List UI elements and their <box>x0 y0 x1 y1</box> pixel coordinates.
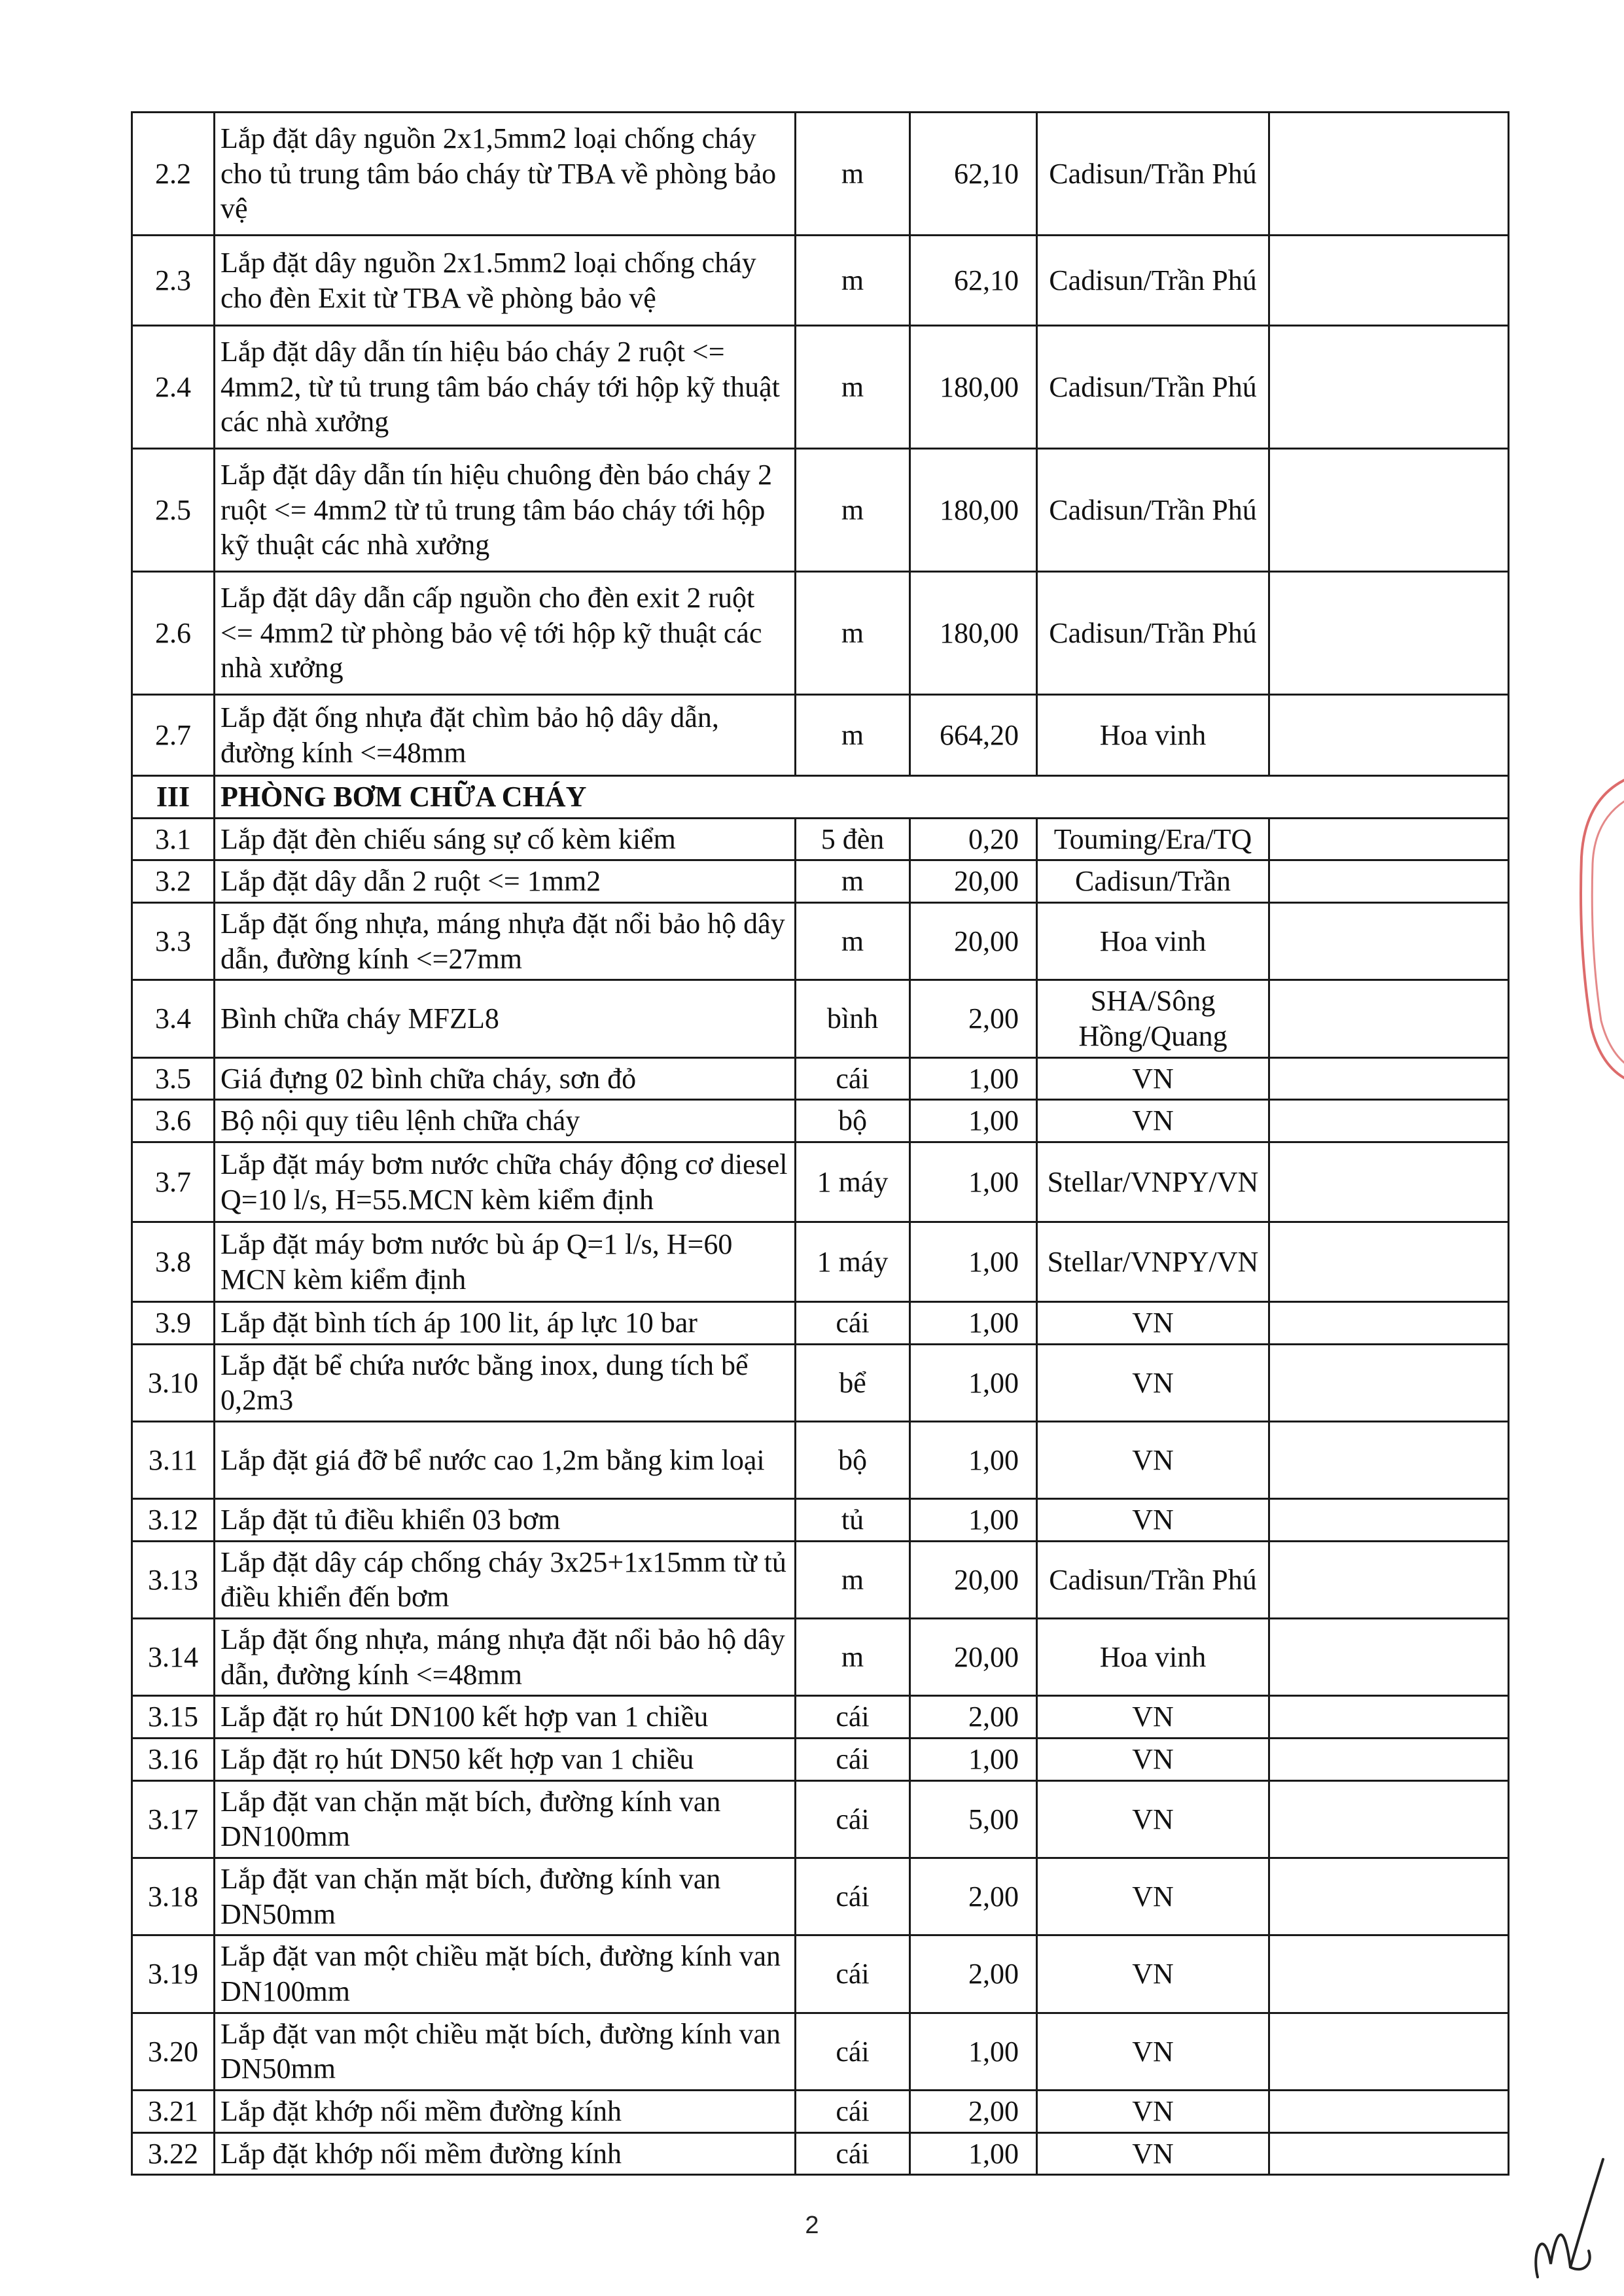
item-unit: m <box>796 572 910 695</box>
table-row <box>132 1057 1509 1100</box>
item-note <box>1269 1302 1509 1345</box>
table-row <box>132 860 1509 903</box>
item-number: 3.21 <box>132 2091 215 2133</box>
item-description: Bình chữa cháy MFZL8 <box>215 980 796 1057</box>
item-note <box>1269 1858 1509 1935</box>
item-number: 3.15 <box>132 1696 215 1739</box>
item-number: 3.4 <box>132 980 215 1057</box>
item-description: Lắp đặt giá đỡ bể nước cao 1,2m bằng kim loại <box>215 1422 796 1499</box>
item-number: 3.1 <box>132 818 215 860</box>
item-note <box>1269 2132 1509 2175</box>
item-origin: VN <box>1037 1696 1269 1739</box>
table-row <box>132 2132 1509 2175</box>
item-note <box>1269 1499 1509 1542</box>
item-description: Lắp đặt đèn chiếu sáng sự cố kèm kiểm <box>215 818 796 860</box>
item-number: 3.22 <box>132 2132 215 2175</box>
item-origin: VN <box>1037 1422 1269 1499</box>
item-quantity: 2,00 <box>910 1696 1037 1739</box>
item-number: 3.17 <box>132 1780 215 1858</box>
item-origin: VN <box>1037 2091 1269 2133</box>
table-row <box>132 1100 1509 1142</box>
item-quantity: 1,00 <box>910 1302 1037 1345</box>
item-quantity: 1,00 <box>910 1499 1037 1542</box>
item-note <box>1269 1619 1509 1696</box>
item-note <box>1269 1142 1509 1222</box>
item-number: 3.19 <box>132 1935 215 2013</box>
item-description: Lắp đặt dây dẫn 2 ruột <= 1mm2 <box>215 860 796 903</box>
table-row <box>132 1858 1509 1935</box>
table-row <box>132 2091 1509 2133</box>
item-note <box>1269 1739 1509 1781</box>
item-unit: m <box>796 695 910 776</box>
item-note <box>1269 1100 1509 1142</box>
item-description: Lắp đặt dây nguồn 2x1.5mm2 loại chống cháy cho đèn Exit từ TBA về phòng bảo vệ <box>215 236 796 326</box>
item-description: Lắp đặt rọ hút DN50 kết hợp van 1 chiều <box>215 1739 796 1781</box>
item-number: 3.2 <box>132 860 215 903</box>
item-description: Lắp đặt dây nguồn 2x1,5mm2 loại chống cháy cho tủ trung tâm báo cháy từ TBA về phòng bảo vệ <box>215 113 796 236</box>
item-quantity: 1,00 <box>910 1142 1037 1222</box>
table-row <box>132 236 1509 326</box>
item-note <box>1269 1696 1509 1739</box>
item-quantity: 664,20 <box>910 695 1037 776</box>
item-unit: cái <box>796 1057 910 1100</box>
item-number: 2.5 <box>132 449 215 572</box>
item-number: 2.2 <box>132 113 215 236</box>
item-unit: cái <box>796 2013 910 2090</box>
table-row <box>132 2013 1509 2090</box>
item-note <box>1269 2013 1509 2090</box>
item-note <box>1269 860 1509 903</box>
item-unit: cái <box>796 1302 910 1345</box>
item-note <box>1269 1541 1509 1618</box>
item-number: 2.7 <box>132 695 215 776</box>
item-quantity: 2,00 <box>910 1858 1037 1935</box>
table-row <box>132 1541 1509 1618</box>
item-origin: Stellar/VNPY/VN <box>1037 1222 1269 1302</box>
item-origin: VN <box>1037 1100 1269 1142</box>
item-quantity: 2,00 <box>910 980 1037 1057</box>
item-origin: VN <box>1037 1780 1269 1858</box>
item-description: Lắp đặt rọ hút DN100 kết hợp van 1 chiều <box>215 1696 796 1739</box>
item-unit: cái <box>796 2091 910 2133</box>
item-unit: cái <box>796 2132 910 2175</box>
item-description: Lắp đặt dây dẫn cấp nguồn cho đèn exit 2 ruột <= 4mm2 từ phòng bảo vệ tới hộp kỹ thuật các nhà xưởng <box>215 572 796 695</box>
item-quantity: 2,00 <box>910 2091 1037 2133</box>
item-unit: m <box>796 326 910 449</box>
item-quantity: 1,00 <box>910 1422 1037 1499</box>
item-quantity: 20,00 <box>910 1619 1037 1696</box>
item-origin: Hoa vinh <box>1037 1619 1269 1696</box>
item-number: 3.13 <box>132 1541 215 1618</box>
item-unit: cái <box>796 1780 910 1858</box>
item-unit: 1 máy <box>796 1222 910 1302</box>
table-row <box>132 1344 1509 1421</box>
item-quantity: 20,00 <box>910 860 1037 903</box>
item-origin: VN <box>1037 1302 1269 1345</box>
item-quantity: 1,00 <box>910 1057 1037 1100</box>
item-origin: VN <box>1037 2132 1269 2175</box>
section-title: PHÒNG BƠM CHỮA CHÁY <box>215 776 1509 819</box>
item-number: 3.9 <box>132 1302 215 1345</box>
item-unit: m <box>796 860 910 903</box>
item-quantity: 5,00 <box>910 1780 1037 1858</box>
item-number: 3.20 <box>132 2013 215 2090</box>
item-origin: Cadisun/Trần Phú <box>1037 572 1269 695</box>
item-note <box>1269 572 1509 695</box>
item-origin: Hoa vinh <box>1037 903 1269 980</box>
item-description: Lắp đặt ống nhựa đặt chìm bảo hộ dây dẫn, đường kính <=48mm <box>215 695 796 776</box>
item-unit: cái <box>796 1935 910 2013</box>
table-row <box>132 572 1509 695</box>
item-number: 3.5 <box>132 1057 215 1100</box>
item-unit: m <box>796 1619 910 1696</box>
table-row <box>132 1696 1509 1739</box>
item-number: 3.11 <box>132 1422 215 1499</box>
item-unit: bình <box>796 980 910 1057</box>
item-description: Lắp đặt van chặn mặt bích, đường kính van DN100mm <box>215 1780 796 1858</box>
item-origin: VN <box>1037 2013 1269 2090</box>
item-description: Lắp đặt van một chiều mặt bích, đường kính van DN100mm <box>215 1935 796 2013</box>
item-origin: Cadisun/Trần Phú <box>1037 113 1269 236</box>
item-origin: Cadisun/Trần <box>1037 860 1269 903</box>
item-description: Lắp đặt bể chứa nước bằng inox, dung tích bể 0,2m3 <box>215 1344 796 1421</box>
bill-of-quantities-table <box>131 111 1509 2176</box>
item-origin: VN <box>1037 1344 1269 1421</box>
item-unit: 1 máy <box>796 1142 910 1222</box>
table-row <box>132 1499 1509 1542</box>
item-description: Giá đựng 02 bình chữa cháy, sơn đỏ <box>215 1057 796 1100</box>
item-origin: SHA/Sông Hồng/Quang <box>1037 980 1269 1057</box>
item-quantity: 1,00 <box>910 2132 1037 2175</box>
item-number: 3.6 <box>132 1100 215 1142</box>
table-row <box>132 1739 1509 1781</box>
item-origin: Cadisun/Trần Phú <box>1037 326 1269 449</box>
item-note <box>1269 449 1509 572</box>
table-row <box>132 1780 1509 1858</box>
item-note <box>1269 1780 1509 1858</box>
table-row <box>132 326 1509 449</box>
item-unit: m <box>796 449 910 572</box>
section-row <box>132 776 1509 819</box>
item-unit: bể <box>796 1344 910 1421</box>
item-unit: 5 đèn <box>796 818 910 860</box>
table-row <box>132 1422 1509 1499</box>
item-description: Lắp đặt khớp nối mềm đường kính <box>215 2091 796 2133</box>
item-origin: VN <box>1037 1739 1269 1781</box>
item-quantity: 1,00 <box>910 1344 1037 1421</box>
table-row <box>132 980 1509 1057</box>
table-row <box>132 1302 1509 1345</box>
item-description: Lắp đặt máy bơm nước bù áp Q=1 l/s, H=60 MCN kèm kiểm định <box>215 1222 796 1302</box>
item-origin: VN <box>1037 1935 1269 2013</box>
item-note <box>1269 236 1509 326</box>
table-row <box>132 113 1509 236</box>
table-row <box>132 1222 1509 1302</box>
item-description: Lắp đặt van một chiều mặt bích, đường kính van DN50mm <box>215 2013 796 2090</box>
item-origin: VN <box>1037 1057 1269 1100</box>
item-origin: Hoa vinh <box>1037 695 1269 776</box>
item-number: 3.3 <box>132 903 215 980</box>
item-quantity: 180,00 <box>910 572 1037 695</box>
item-note <box>1269 1935 1509 2013</box>
item-description: Lắp đặt máy bơm nước chữa cháy động cơ diesel Q=10 l/s, H=55.MCN kèm kiểm định <box>215 1142 796 1222</box>
item-quantity: 2,00 <box>910 1935 1037 2013</box>
item-description: Lắp đặt ống nhựa, máng nhựa đặt nổi bảo hộ dây dẫn, đường kính <=27mm <box>215 903 796 980</box>
table-row <box>132 1619 1509 1696</box>
item-note <box>1269 903 1509 980</box>
item-quantity: 62,10 <box>910 113 1037 236</box>
item-unit: tủ <box>796 1499 910 1542</box>
item-unit: m <box>796 903 910 980</box>
table-row <box>132 449 1509 572</box>
item-quantity: 20,00 <box>910 903 1037 980</box>
item-description: Lắp đặt dây dẫn tín hiệu chuông đèn báo cháy 2 ruột <= 4mm2 từ tủ trung tâm báo cháy tới hộp kỹ thuật các nhà xưởng <box>215 449 796 572</box>
item-note <box>1269 1344 1509 1421</box>
table-row <box>132 818 1509 860</box>
item-number: 2.4 <box>132 326 215 449</box>
item-unit: bộ <box>796 1422 910 1499</box>
item-origin: Stellar/VNPY/VN <box>1037 1142 1269 1222</box>
item-quantity: 180,00 <box>910 449 1037 572</box>
item-description: Bộ nội quy tiêu lệnh chữa cháy <box>215 1100 796 1142</box>
item-description: Lắp đặt dây dẫn tín hiệu báo cháy 2 ruột <= 4mm2, từ tủ trung tâm báo cháy tới hộp kỹ thuật các nhà xưởng <box>215 326 796 449</box>
item-description: Lắp đặt khớp nối mềm đường kính <box>215 2132 796 2175</box>
item-origin: VN <box>1037 1858 1269 1935</box>
item-number: 3.8 <box>132 1222 215 1302</box>
item-origin: VN <box>1037 1499 1269 1542</box>
item-note <box>1269 113 1509 236</box>
item-note <box>1269 695 1509 776</box>
item-quantity: 180,00 <box>910 326 1037 449</box>
item-note <box>1269 818 1509 860</box>
item-description: Lắp đặt bình tích áp 100 lit, áp lực 10 bar <box>215 1302 796 1345</box>
section-number: III <box>132 776 215 819</box>
item-quantity: 1,00 <box>910 2013 1037 2090</box>
item-note <box>1269 2091 1509 2133</box>
item-quantity: 1,00 <box>910 1100 1037 1142</box>
item-unit: m <box>796 236 910 326</box>
item-note <box>1269 326 1509 449</box>
item-unit: m <box>796 1541 910 1618</box>
item-origin: Touming/Era/TQ <box>1037 818 1269 860</box>
item-quantity: 62,10 <box>910 236 1037 326</box>
item-description: Lắp đặt van chặn mặt bích, đường kính van DN50mm <box>215 1858 796 1935</box>
item-number: 3.16 <box>132 1739 215 1781</box>
item-number: 2.6 <box>132 572 215 695</box>
item-note <box>1269 1057 1509 1100</box>
item-unit: bộ <box>796 1100 910 1142</box>
table-row <box>132 695 1509 776</box>
item-number: 3.7 <box>132 1142 215 1222</box>
item-number: 3.12 <box>132 1499 215 1542</box>
item-number: 3.10 <box>132 1344 215 1421</box>
item-unit: cái <box>796 1858 910 1935</box>
red-stamp-fragment <box>1572 752 1624 1093</box>
item-quantity: 1,00 <box>910 1739 1037 1781</box>
item-quantity: 20,00 <box>910 1541 1037 1618</box>
item-description: Lắp đặt dây cáp chống cháy 3x25+1x15mm từ tủ điều khiển đến bơm <box>215 1541 796 1618</box>
table-row <box>132 1935 1509 2013</box>
item-unit: cái <box>796 1696 910 1739</box>
item-unit: m <box>796 113 910 236</box>
item-origin: Cadisun/Trần Phú <box>1037 449 1269 572</box>
item-number: 2.3 <box>132 236 215 326</box>
item-note <box>1269 1222 1509 1302</box>
item-origin: Cadisun/Trần Phú <box>1037 1541 1269 1618</box>
item-quantity: 1,00 <box>910 1222 1037 1302</box>
item-quantity: 0,20 <box>910 818 1037 860</box>
item-note <box>1269 980 1509 1057</box>
item-description: Lắp đặt ống nhựa, máng nhựa đặt nổi bảo hộ dây dẫn, đường kính <=48mm <box>215 1619 796 1696</box>
item-description: Lắp đặt tủ điều khiển 03 bơm <box>215 1499 796 1542</box>
signature-mark <box>1525 2153 1616 2284</box>
table-row <box>132 1142 1509 1222</box>
table-body <box>132 113 1509 2175</box>
item-origin: Cadisun/Trần Phú <box>1037 236 1269 326</box>
item-number: 3.18 <box>132 1858 215 1935</box>
table-row <box>132 903 1509 980</box>
item-unit: cái <box>796 1739 910 1781</box>
item-note <box>1269 1422 1509 1499</box>
item-number: 3.14 <box>132 1619 215 1696</box>
page-number: 2 <box>805 2212 819 2239</box>
